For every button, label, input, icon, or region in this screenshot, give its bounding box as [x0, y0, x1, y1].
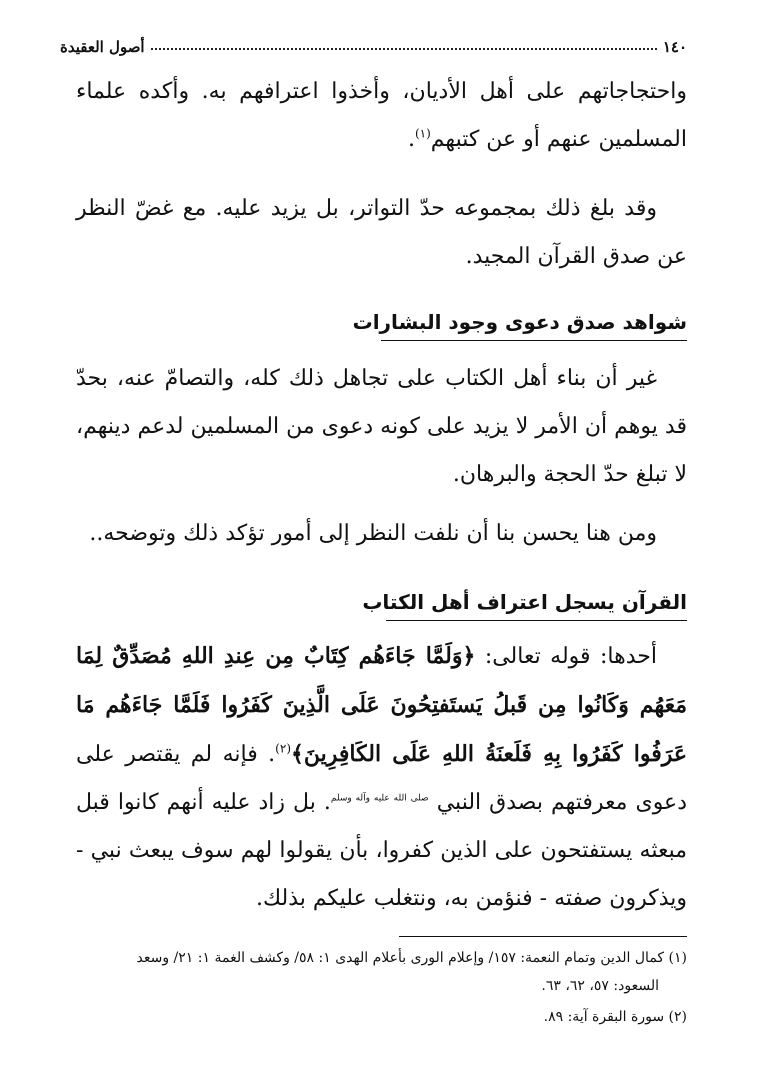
- quran-verse: ﴿وَلَمَّا جَاءَهُم كِتَابٌ مِن عِندِ اللهِ مُصَدِّقٌ لِمَا مَعَهُم وَكَانُوا مِن قَبلُ يَستَفتِحُونَ عَلَى الَّذِينَ كَفَرُوا فَلَمَّا جَاءَهُم مَا عَرَفُوا كَفَرُوا بِهِ فَلَعنَةُ اللهِ عَلَى الكَافِرِينَ﴾: [76, 643, 687, 767]
- page-header: [60, 30, 687, 56]
- footnote-ref-2[interactable]: (٢): [275, 741, 291, 756]
- paragraph-5-text: . فإنه لم يقتصر على دعوى معرفتهم بصدق النبي: [76, 742, 687, 815]
- paragraph-2: وقد بلغ ذلك بمجموعه حدّ التواتر، بل يزيد عليه. مع غضّ النظر عن صدق القرآن المجيد.: [76, 196, 687, 269]
- section-heading-1: شواهد صدق دعوى وجود البشارات: [381, 310, 687, 341]
- footnote-1: (١) كمال الدين وتمام النعمة: ١٥٧/ وإعلام الورى بأعلام الهدى ١: ٥٨/ وكشف الغمة ١: ٢١/ وسعد: [136, 950, 687, 966]
- paragraph-5-rest: . بل زاد عليه أنهم كانوا قبل مبعثه يستفتحون على الذين كفروا، بأن يقولوا لهم سوف يبعث نبي - ويذكرون صفته - فنؤمن به، ونتغلب عليكم بذلك.: [76, 790, 687, 911]
- paragraph-5: [76, 632, 687, 923]
- header-dotted-leader: [151, 48, 657, 50]
- paragraph-1-text: واحتجاجاتهم على أهل الأديان، وأخذوا اعترافهم به. وأكده علماء المسلمين عنهم أو عن كتبهم: [76, 79, 687, 152]
- paragraph-5-intro: أحدها: قوله تعالى:: [484, 644, 657, 669]
- section-heading-2: القرآن يسجل اعتراف أهل الكتاب: [386, 590, 687, 621]
- footnote-1-continued: السعود: ٥٧، ٦٢، ٦٣.: [541, 978, 659, 994]
- footnote-separator: [399, 936, 687, 937]
- salawat-glyph: صلى الله عليه وآله وسلم: [330, 793, 429, 804]
- footnote-ref-1[interactable]: (١): [414, 126, 431, 141]
- paragraph-4: ومن هنا يحسن بنا أن نلفت النظر إلى أمور تؤكد ذلك وتوضحه..: [89, 521, 657, 546]
- paragraph-1-end: .: [407, 127, 415, 152]
- paragraph-3: غير أن بناء أهل الكتاب على تجاهل ذلك كله، والتصامّ عنه، بحدّ قد يوهم أن الأمر لا يزيد على كونه دعوى من المسلمين لدعم دينهم، لا تبلغ حدّ الحجة والبرهان.: [76, 366, 687, 487]
- paragraph-1: [76, 68, 687, 164]
- running-title: أصول العقيدة: [60, 38, 145, 56]
- page-number: ١٤٠: [662, 38, 687, 56]
- footnote-2: (٢) سورة البقرة آية: ٨٩.: [543, 1009, 687, 1025]
